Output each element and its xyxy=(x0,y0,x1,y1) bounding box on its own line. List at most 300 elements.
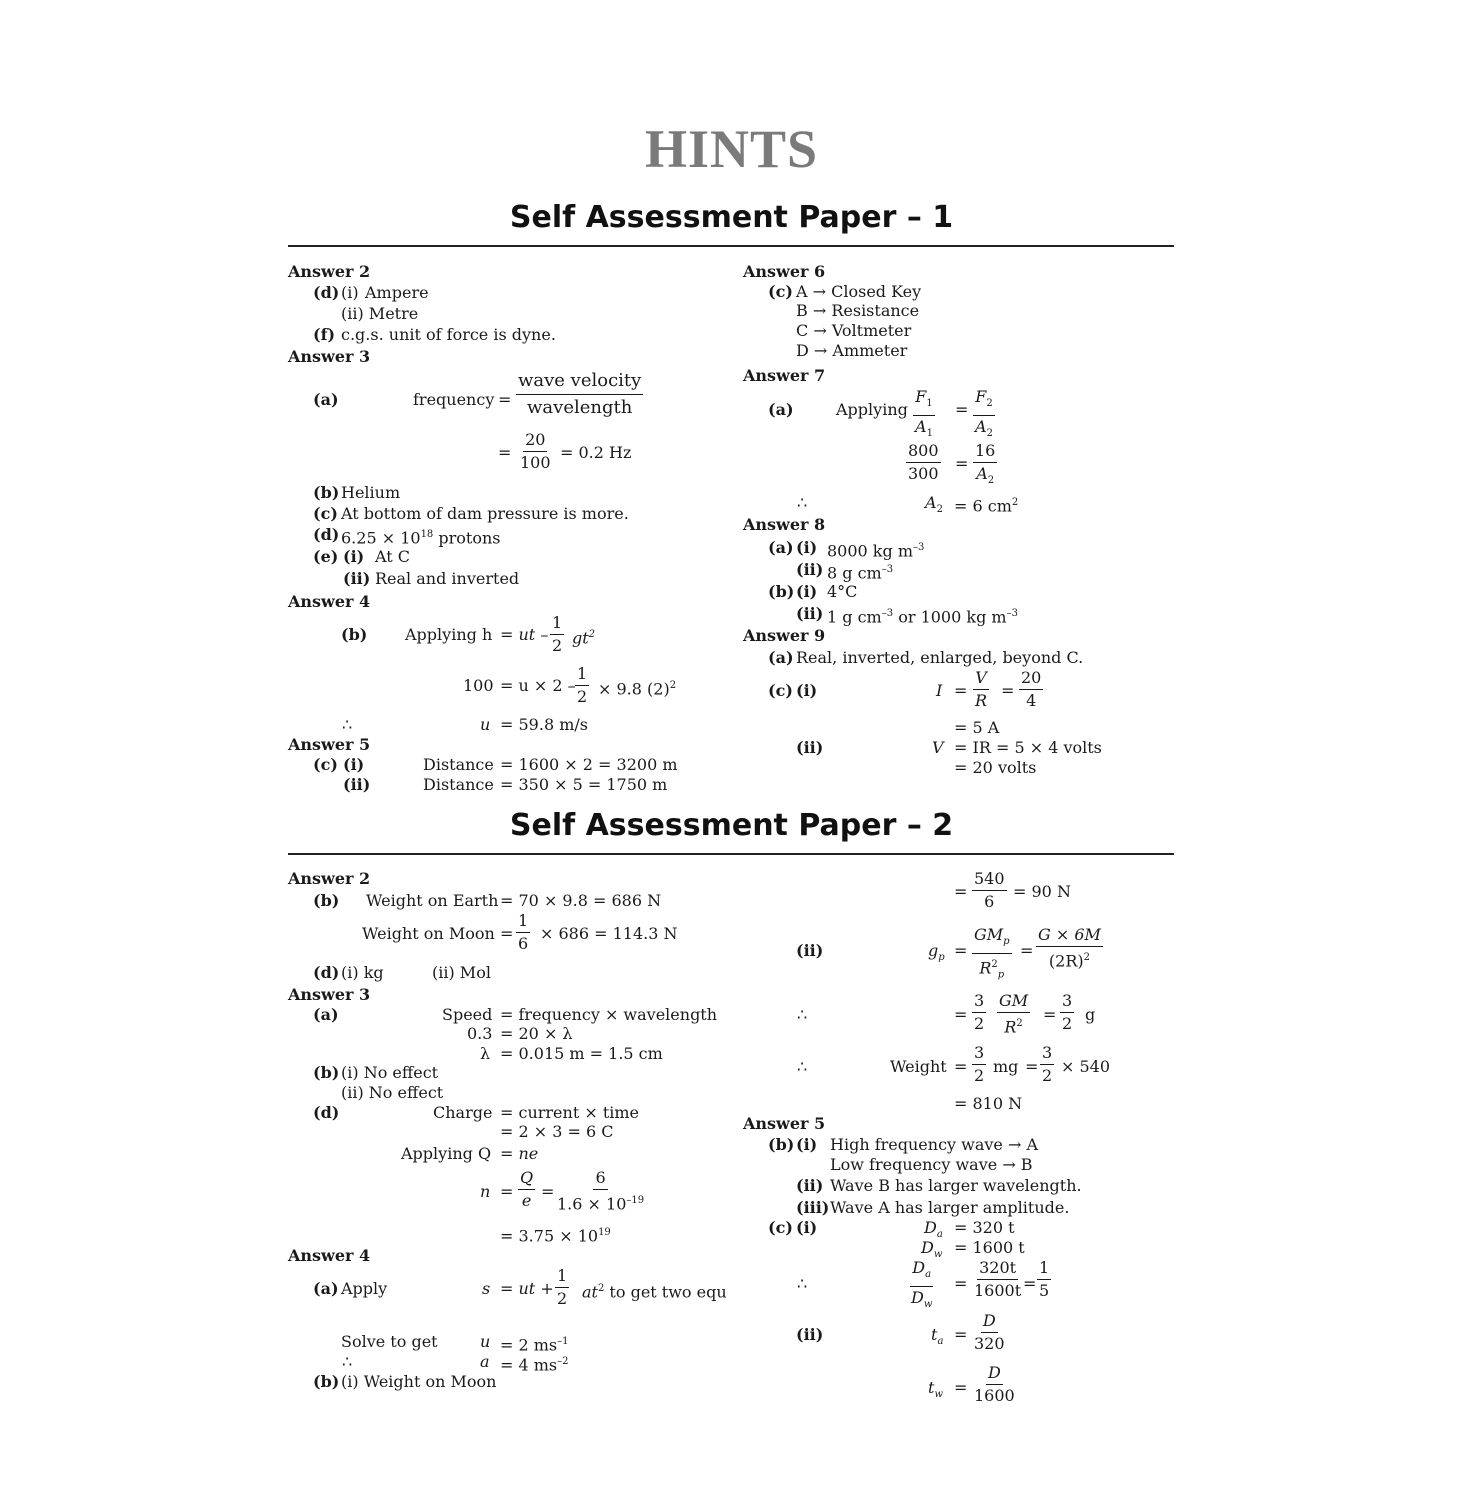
fraction xyxy=(516,910,530,955)
text xyxy=(341,525,500,548)
text: λ xyxy=(480,1044,491,1063)
text: High frequency wave → A xyxy=(830,1135,1039,1154)
text: = 59.8 m/s xyxy=(500,715,588,734)
subscript: w xyxy=(933,1249,943,1261)
text xyxy=(931,1325,943,1352)
answer-heading: Answer 9 xyxy=(743,626,826,645)
text: Weight on Moon xyxy=(362,924,495,943)
text: Wave B has larger wavelength. xyxy=(830,1176,1082,1195)
denominator: 2 xyxy=(557,1289,568,1308)
text: gt xyxy=(572,628,589,648)
text xyxy=(928,941,945,968)
fraction xyxy=(972,990,986,1035)
paper1-heading: Self Assessment Paper – 1 xyxy=(509,200,954,235)
numerator: 3 xyxy=(1040,1042,1054,1065)
denominator: e xyxy=(521,1191,532,1210)
text: R xyxy=(1004,1017,1017,1037)
divider xyxy=(288,853,1174,855)
label: (b) xyxy=(313,891,340,910)
text: Weight xyxy=(890,1057,947,1076)
text: (i) kg xyxy=(341,963,384,982)
subscript: 2 xyxy=(986,428,993,440)
fraction xyxy=(518,1167,535,1212)
paper2-heading: Self Assessment Paper – 2 xyxy=(509,808,954,843)
numerator: wave velocity xyxy=(516,368,643,395)
text: = 20 × λ xyxy=(500,1024,573,1043)
text: at xyxy=(582,1282,598,1302)
label: (d) xyxy=(313,963,340,982)
numerator: 1 xyxy=(516,910,530,933)
numerator: G × 6M xyxy=(1036,924,1103,947)
denominator: 2 xyxy=(552,636,563,655)
label: (a) xyxy=(313,1005,339,1024)
text: 8000 kg m xyxy=(827,541,913,561)
answer-heading: Answer 3 xyxy=(288,347,371,366)
text: = 90 N xyxy=(1013,882,1071,901)
denominator: 2 xyxy=(974,1014,985,1033)
label: (i) xyxy=(796,1135,818,1154)
answer-heading: Answer 3 xyxy=(288,985,371,1004)
subscript: w xyxy=(934,1389,943,1401)
fraction xyxy=(972,1362,1017,1407)
text: C → Voltmeter xyxy=(796,321,912,340)
text: = ut + xyxy=(500,1279,554,1298)
fraction xyxy=(972,924,1012,987)
subscript: p xyxy=(1003,936,1010,948)
text: = 350 × 5 = 1750 m xyxy=(500,775,668,794)
denominator: 1600 xyxy=(974,1386,1015,1405)
text: D xyxy=(912,1258,926,1277)
text: c.g.s. unit of force is dyne. xyxy=(341,325,556,344)
fraction xyxy=(906,440,941,485)
text: = 4 ms xyxy=(500,1355,558,1375)
superscript: 2 xyxy=(991,959,998,971)
text: Helium xyxy=(341,483,401,502)
text: 100 xyxy=(463,676,494,695)
numerator: 540 xyxy=(972,868,1007,891)
numerator: 20 xyxy=(1019,667,1043,690)
text: mg xyxy=(993,1057,1019,1076)
subscript: 2 xyxy=(987,475,995,487)
label: (c) xyxy=(313,755,338,774)
numerator: D xyxy=(981,1310,998,1333)
text: t xyxy=(931,1325,938,1344)
text: = xyxy=(954,1057,968,1076)
text: Apply xyxy=(341,1279,388,1298)
numerator: D xyxy=(986,1362,1003,1385)
text: At C xyxy=(375,547,411,566)
text: = xyxy=(541,1182,555,1201)
text: F xyxy=(975,387,987,406)
numerator: V xyxy=(973,667,989,690)
text: Wave A has larger amplitude. xyxy=(830,1198,1070,1217)
therefore-symbol: ∴ xyxy=(797,1005,808,1024)
label: (a) xyxy=(313,390,339,409)
text xyxy=(827,560,893,583)
text: = xyxy=(1020,941,1034,960)
text: Distance xyxy=(423,775,494,794)
fraction xyxy=(909,1257,934,1316)
text: = 2 ms xyxy=(500,1335,558,1355)
label: (ii) xyxy=(343,775,371,794)
label: (a) xyxy=(768,400,794,419)
text: n xyxy=(480,1182,491,1201)
superscript: –19 xyxy=(626,1195,645,1206)
text: = 1600 t xyxy=(954,1238,1025,1257)
denominator: 2 xyxy=(577,687,588,706)
fraction xyxy=(1019,667,1043,712)
text xyxy=(928,1378,943,1405)
label: (b) xyxy=(313,1063,340,1082)
text: = u × 2 – xyxy=(500,676,576,695)
page-title: HINTS xyxy=(644,119,819,179)
text: = IR = 5 × 4 volts xyxy=(954,738,1102,757)
label: (i) xyxy=(796,538,818,557)
denominator: 6 xyxy=(518,934,529,953)
text: t xyxy=(928,1378,935,1397)
superscript: –3 xyxy=(881,564,894,575)
superscript: 18 xyxy=(420,529,434,540)
numerator: 1 xyxy=(555,1265,569,1288)
text: 6.25 × 10 xyxy=(341,528,421,548)
label: (i) xyxy=(796,582,818,601)
label: (a) xyxy=(768,538,794,557)
label: (b) xyxy=(768,1135,795,1154)
fraction xyxy=(972,1310,1007,1355)
text: = xyxy=(954,941,968,960)
text: or 1000 kg m xyxy=(893,607,1007,627)
text: × 686 = 114.3 N xyxy=(540,924,678,943)
therefore-symbol: ∴ xyxy=(342,1352,353,1371)
label: (d) xyxy=(313,283,340,302)
text: Distance xyxy=(423,755,494,774)
text: = xyxy=(500,924,514,943)
text: Applying h xyxy=(405,625,493,644)
text: (i) No effect xyxy=(341,1063,439,1082)
label: (d) xyxy=(313,1103,340,1122)
numerator: 16 xyxy=(973,440,997,463)
text: = xyxy=(500,1182,514,1201)
text: Charge xyxy=(433,1103,493,1122)
superscript: 2 xyxy=(1011,497,1019,508)
answer-heading: Answer 7 xyxy=(743,366,826,385)
text: = xyxy=(954,1325,968,1344)
superscript: 2 xyxy=(669,680,677,691)
text: Applying xyxy=(836,400,908,419)
fraction xyxy=(516,368,643,421)
denominator: wavelength xyxy=(527,397,633,418)
label: (b) xyxy=(768,582,795,601)
label: (c) xyxy=(768,681,793,700)
fraction xyxy=(973,386,995,445)
subscript: w xyxy=(923,1299,933,1311)
text: = xyxy=(498,443,512,462)
text: D xyxy=(924,1218,937,1237)
subscript: 2 xyxy=(936,504,943,516)
divider xyxy=(288,245,1174,247)
denominator: 300 xyxy=(908,464,939,483)
label: (a) xyxy=(313,1279,339,1298)
text: Real and inverted xyxy=(375,569,520,588)
text: = 0.2 Hz xyxy=(560,443,632,462)
text: Weight on Earth xyxy=(366,891,499,910)
superscript: –2 xyxy=(557,1356,569,1367)
text xyxy=(582,1279,727,1302)
subscript: a xyxy=(936,1229,943,1241)
answer-heading: Answer 4 xyxy=(288,1246,371,1265)
answer-heading: Answer 5 xyxy=(288,735,371,754)
fraction xyxy=(575,663,589,708)
text: = 20 volts xyxy=(954,758,1037,777)
label: (c) xyxy=(313,504,338,523)
text: = current × time xyxy=(500,1103,640,1122)
answer-heading: Answer 2 xyxy=(288,262,371,281)
text: = xyxy=(1001,681,1015,700)
superscript: –1 xyxy=(557,1336,569,1347)
subscript: p xyxy=(938,952,945,964)
text: 1.6 × 10 xyxy=(557,1194,627,1214)
subscript: 1 xyxy=(926,398,933,410)
text: = xyxy=(954,1274,968,1293)
denominator: 6 xyxy=(984,892,995,911)
superscript: 2 xyxy=(1016,1018,1023,1029)
fraction xyxy=(913,386,935,445)
fraction xyxy=(973,440,997,492)
superscript: 2 xyxy=(588,629,596,640)
numerator: 3 xyxy=(972,1042,986,1065)
text: = 1600 × 2 = 3200 m xyxy=(500,755,678,774)
numerator: GM xyxy=(997,990,1030,1013)
numerator: 320t xyxy=(977,1257,1018,1280)
text: = 320 t xyxy=(954,1218,1015,1237)
text: frequency xyxy=(413,390,495,409)
therefore-symbol: ∴ xyxy=(797,1274,808,1293)
text: 0.3 xyxy=(467,1024,493,1043)
text: 4°C xyxy=(827,582,858,601)
label: (i) xyxy=(796,1218,818,1237)
answer-heading: Answer 2 xyxy=(288,869,371,888)
label: (ii) xyxy=(796,604,824,623)
fraction xyxy=(972,1042,986,1087)
label: (ii) xyxy=(796,738,824,757)
text: 1 g cm xyxy=(827,607,882,627)
text: R xyxy=(979,958,992,978)
text: = 3.75 × 10 xyxy=(500,1226,599,1246)
text: = frequency × wavelength xyxy=(500,1005,718,1024)
text: GM xyxy=(974,925,1004,944)
therefore-symbol: ∴ xyxy=(797,1057,808,1076)
fraction xyxy=(1060,990,1074,1035)
text: = xyxy=(955,454,969,473)
label: (ii) xyxy=(796,1325,824,1344)
text: D → Ammeter xyxy=(796,341,908,360)
denominator: 1600t xyxy=(974,1281,1022,1300)
text xyxy=(572,625,595,648)
label: (b) xyxy=(313,483,340,502)
denominator: R xyxy=(975,691,988,710)
text: V xyxy=(932,738,944,757)
label: (b) xyxy=(341,625,368,644)
fraction xyxy=(555,1265,569,1310)
numerator: 1 xyxy=(550,612,564,635)
superscript: 2 xyxy=(597,1283,605,1294)
fraction xyxy=(997,990,1030,1038)
denominator: 2 xyxy=(1062,1014,1073,1033)
text: Low frequency wave → B xyxy=(830,1155,1033,1174)
text: = ne xyxy=(500,1144,539,1163)
label: (iii) xyxy=(796,1198,830,1217)
label: (i) xyxy=(341,283,359,302)
denominator: 320 xyxy=(974,1334,1005,1353)
text: A → Closed Key xyxy=(796,282,922,301)
superscript: 2 xyxy=(1083,952,1090,963)
text: = xyxy=(1023,1274,1037,1293)
text: = 6 cm xyxy=(954,496,1012,516)
text: = 810 N xyxy=(954,1094,1023,1113)
text xyxy=(827,538,924,561)
text xyxy=(925,493,943,520)
label: (ii) xyxy=(796,560,824,579)
fraction xyxy=(518,429,553,474)
fraction xyxy=(1040,1042,1054,1087)
text: = ut – xyxy=(500,625,549,644)
label: (f) xyxy=(313,325,336,344)
text: g xyxy=(1085,1005,1096,1024)
fraction xyxy=(1037,1257,1051,1302)
text: a xyxy=(480,1352,490,1371)
text: = xyxy=(498,390,512,409)
numerator: 800 xyxy=(906,440,941,463)
text: 8 g cm xyxy=(827,563,882,583)
denominator: 5 xyxy=(1039,1281,1050,1300)
text: Real, inverted, enlarged, beyond C. xyxy=(796,648,1084,667)
text: × 540 xyxy=(1061,1057,1111,1076)
subscript: p xyxy=(997,969,1005,981)
text: A xyxy=(915,417,927,437)
label: (i) xyxy=(796,681,818,700)
denominator: 100 xyxy=(520,453,551,472)
text: = 2 × 3 = 6 C xyxy=(500,1122,614,1141)
label: (ii) xyxy=(343,569,371,588)
label: (c) xyxy=(768,1218,793,1237)
therefore-symbol: ∴ xyxy=(342,715,353,734)
text: u xyxy=(480,1332,491,1351)
fraction xyxy=(973,667,989,712)
text xyxy=(500,1352,569,1375)
label: (i) xyxy=(343,547,365,566)
superscript: 19 xyxy=(598,1227,611,1238)
text xyxy=(598,676,676,699)
text: = xyxy=(954,882,968,901)
text: A xyxy=(976,464,988,483)
numerator: 6 xyxy=(593,1167,607,1190)
subscript: a xyxy=(937,1336,944,1348)
text: = xyxy=(954,681,968,700)
answer-heading: Answer 6 xyxy=(743,262,826,281)
text: = xyxy=(1025,1057,1039,1076)
label: (ii) xyxy=(796,1176,824,1195)
text: (ii) No effect xyxy=(341,1083,444,1102)
fraction xyxy=(555,1167,646,1215)
text: Speed xyxy=(442,1005,493,1024)
numerator: 1 xyxy=(1037,1257,1051,1280)
therefore-symbol: ∴ xyxy=(797,493,808,512)
text: D xyxy=(921,1238,934,1257)
subscript: a xyxy=(925,1269,932,1281)
label: (ii) xyxy=(796,941,824,960)
fraction xyxy=(550,612,564,657)
label: (e) xyxy=(313,547,339,566)
text xyxy=(954,493,1018,516)
text: A xyxy=(925,493,937,512)
text: = xyxy=(954,1378,968,1397)
fraction xyxy=(972,1257,1023,1302)
fraction xyxy=(1036,924,1103,972)
text: (ii) Metre xyxy=(341,304,419,323)
numerator: Q xyxy=(518,1167,535,1190)
numerator: 20 xyxy=(523,429,547,452)
text: = 0.015 m = 1.5 cm xyxy=(500,1044,663,1063)
text: = 5 A xyxy=(954,718,1000,737)
text: D xyxy=(911,1288,924,1308)
answer-heading: Answer 4 xyxy=(288,592,371,611)
superscript: –3 xyxy=(1006,608,1018,619)
text: = 70 × 9.8 = 686 N xyxy=(500,891,662,910)
text: I xyxy=(936,681,943,700)
superscript: –3 xyxy=(913,542,925,553)
text: × 9.8 (2) xyxy=(598,679,670,699)
text: = xyxy=(1043,1005,1057,1024)
text: B → Resistance xyxy=(796,301,920,320)
text xyxy=(827,604,1018,627)
denominator: 2 xyxy=(1042,1066,1053,1085)
numerator: 1 xyxy=(575,663,589,686)
subscript: 2 xyxy=(986,398,993,410)
label: (d) xyxy=(313,525,340,544)
label: (b) xyxy=(313,1372,340,1391)
text: (ii) Mol xyxy=(432,963,491,982)
label: (c) xyxy=(768,282,793,301)
label: (a) xyxy=(768,648,794,667)
text: (2R) xyxy=(1048,951,1084,971)
superscript: –3 xyxy=(881,608,894,619)
text: Ampere xyxy=(365,283,429,302)
numerator: 3 xyxy=(972,990,986,1013)
text: (i) Weight on Moon xyxy=(341,1372,497,1391)
answer-heading: Answer 8 xyxy=(743,515,826,534)
denominator: 4 xyxy=(1026,691,1037,710)
text: = xyxy=(955,400,969,419)
text: to get two equ xyxy=(604,1282,727,1302)
text: Applying Q xyxy=(401,1144,492,1163)
text: F xyxy=(915,387,927,406)
answer-heading: Answer 5 xyxy=(743,1114,826,1133)
text: g xyxy=(928,941,939,960)
text: Solve to get xyxy=(341,1332,438,1351)
text: s xyxy=(482,1279,491,1298)
numerator: 3 xyxy=(1060,990,1074,1013)
fraction xyxy=(972,868,1007,913)
text: = xyxy=(954,1005,968,1024)
text: protons xyxy=(433,528,501,548)
subscript: 1 xyxy=(926,428,933,440)
text xyxy=(500,1223,611,1246)
text: At bottom of dam pressure is more. xyxy=(341,504,629,523)
label: (i) xyxy=(343,755,365,774)
denominator: 2 xyxy=(974,1066,985,1085)
text: u xyxy=(480,715,491,734)
text: A xyxy=(975,417,987,437)
